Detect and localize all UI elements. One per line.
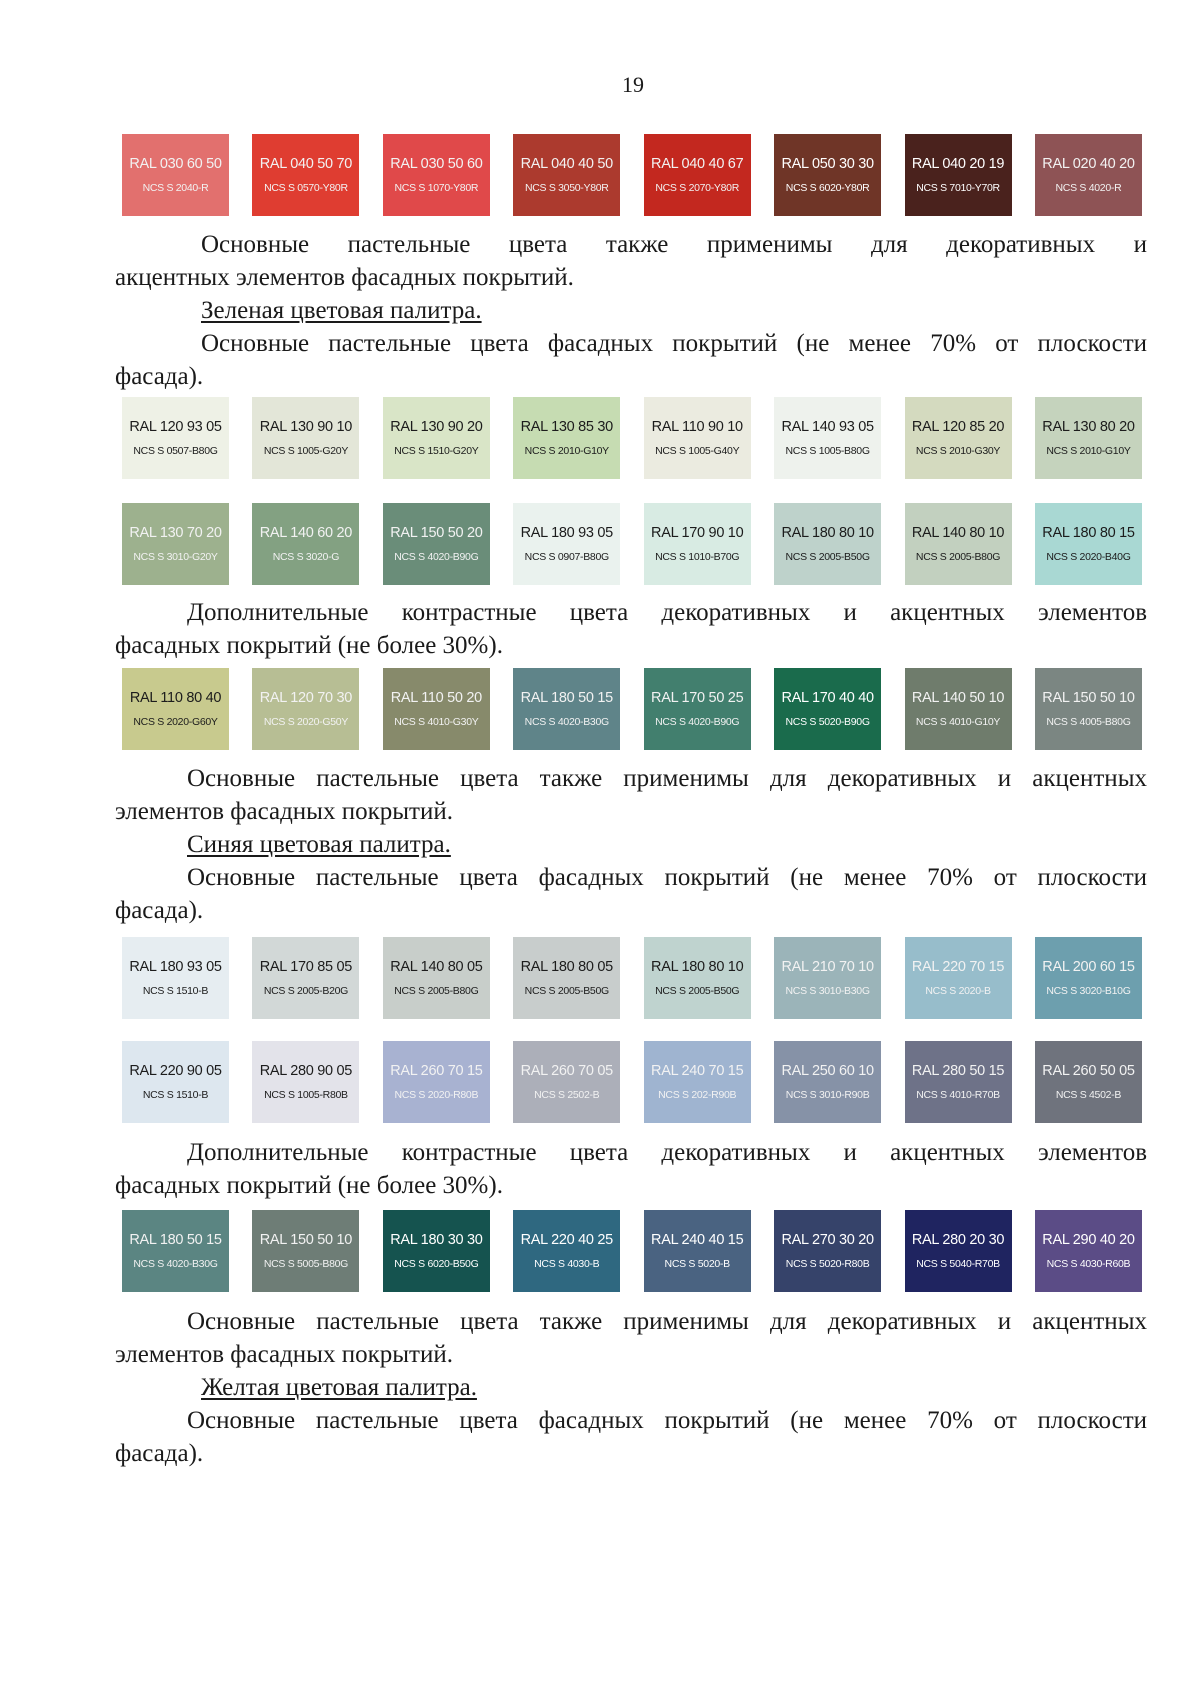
swatch-ral-code: RAL 180 50 15 [520,690,613,706]
blue-main-row-2 [122,1041,1142,1123]
swatch-ncs-code: NCS S 0507-B80G [133,445,218,457]
text-line: Дополнительные контрастные цвета декоративных и акцентных элементов [187,599,1147,626]
swatch-ral-code: RAL 270 30 20 [781,1232,874,1248]
swatch-ncs-code: NCS S 5040-R70B [916,1258,1000,1270]
swatch-ral-code: RAL 020 40 20 [1042,156,1135,172]
swatch-ncs-code: NCS S 2005-B80G [394,985,479,997]
text-line: фасадных покрытий (не более 30%). [115,632,503,659]
paragraph-green-main-cont [115,360,1147,393]
paragraph-green-contrast [115,596,1147,629]
swatch-ncs-code: NCS S 2005-B50G [785,551,870,563]
color-swatch [644,503,751,585]
paragraph-pastel-note-red-cont [115,261,1147,294]
color-swatch [774,397,881,479]
color-swatch [513,397,620,479]
heading-green-palette: Зеленая цветовая палитра. [201,297,482,324]
swatch-ncs-code: NCS S 1010-B70G [655,551,740,563]
swatch-ral-code: RAL 200 60 15 [1042,959,1135,975]
paragraph-green-note-cont [115,795,1147,828]
swatch-ral-code: RAL 130 90 10 [259,419,353,435]
swatch-ral-code: RAL 180 93 05 [520,525,613,541]
swatch-ral-code: RAL 120 93 05 [129,419,222,435]
swatch-ral-code: RAL 110 50 20 [390,690,482,706]
color-swatch [644,668,751,750]
color-swatch [122,1210,229,1292]
swatch-ncs-code: NCS S 4005-B80G [1046,716,1131,728]
paragraph-blue-note [115,1305,1147,1338]
color-swatch [905,397,1012,479]
color-swatch [774,134,881,216]
swatch-ncs-code: NCS S 3020-B10G [1046,985,1131,997]
swatch-ncs-code: NCS S 1005-B80G [785,445,870,457]
color-swatch [252,503,359,585]
color-swatch [905,134,1012,216]
text-line: элементов фасадных покрытий. [115,1341,453,1368]
color-swatch [774,1210,881,1292]
color-swatch [774,503,881,585]
swatch-ral-code: RAL 180 80 15 [1042,525,1135,541]
swatch-ncs-code: NCS S 4020-B30G [524,716,609,728]
swatch-ral-code: RAL 040 20 19 [911,156,1005,172]
swatch-ncs-code: NCS S 2005-B50G [524,985,609,997]
swatch-ncs-code: NCS S 7010-Y70R [916,182,1000,194]
text-line: фасада). [115,897,204,924]
blue-main-row-1 [122,937,1142,1019]
swatch-ral-code: RAL 290 40 20 [1042,1232,1135,1248]
heading-yellow-palette: Желтая цветовая палитра. [201,1374,477,1401]
swatch-ral-code: RAL 140 80 05 [390,959,483,975]
swatch-ncs-code: NCS S 4020-R [1055,182,1122,194]
swatch-ral-code: RAL 170 85 05 [259,959,353,975]
color-swatch [513,668,620,750]
swatch-ncs-code: NCS S 4020-B30G [133,1258,218,1270]
swatch-ral-code: RAL 120 70 30 [259,690,353,706]
color-swatch [1035,397,1142,479]
color-swatch [513,1210,620,1292]
swatch-ral-code: RAL 220 70 15 [911,959,1005,975]
text-line: Основные пастельные цвета также применимы для декоративных и акцентных [187,1308,1147,1335]
color-swatch [383,503,490,585]
swatch-ral-code: RAL 040 40 67 [651,156,744,172]
paragraph-blue-note-cont [115,1338,1147,1371]
color-swatch [1035,134,1142,216]
swatch-ncs-code: NCS S 2020-R80B [394,1089,479,1101]
color-swatch [122,668,229,750]
text-line: акцентных элементов фасадных покрытий. [115,264,574,291]
swatch-ncs-code: NCS S 2010-G10Y [524,445,609,457]
swatch-ncs-code: NCS S 2502-B [534,1089,600,1101]
color-swatch [122,397,229,479]
swatch-ral-code: RAL 210 70 10 [781,959,874,975]
swatch-ncs-code: NCS S 0570-Y80R [264,182,348,194]
swatch-ncs-code: NCS S 1510-B [142,1089,209,1101]
red-palette-row [122,134,1142,216]
swatch-ncs-code: NCS S 3010-B30G [785,985,870,997]
swatch-ncs-code: NCS S 2005-B50G [655,985,740,997]
swatch-ral-code: RAL 250 60 10 [781,1063,874,1079]
swatch-ncs-code: NCS S 4020-B90G [394,551,479,563]
swatch-ncs-code: NCS S 2005-B20G [263,985,349,997]
swatch-ral-code: RAL 130 70 20 [129,525,222,541]
swatch-ncs-code: NCS S 2005-B80G [915,551,1001,563]
paragraph-blue-main-cont [115,894,1147,927]
swatch-ral-code: RAL 140 80 10 [911,525,1005,541]
page-number: 19 [622,72,644,97]
color-swatch [513,134,620,216]
swatch-ncs-code: NCS S 2010-G30Y [915,445,1001,457]
heading-blue-palette: Синяя цветовая палитра. [187,831,451,858]
color-swatch [122,134,229,216]
swatch-ral-code: RAL 130 80 20 [1042,419,1135,435]
swatch-ncs-code: NCS S 5005-B80G [263,1258,349,1270]
swatch-ncs-code: NCS S 2070-Y80R [655,182,739,194]
text-line: Основные пастельные цвета фасадных покрытий (не менее 70% от плоскости [187,1407,1147,1434]
color-swatch [905,668,1012,750]
color-swatch [905,1041,1012,1123]
text-line: Основные пастельные цвета фасадных покрытий (не менее 70% от плоскости [201,330,1147,357]
swatch-ncs-code: NCS S 202-R90B [658,1089,737,1101]
swatch-ral-code: RAL 130 90 20 [390,419,483,435]
swatch-ral-code: RAL 140 93 05 [781,419,874,435]
swatch-ral-code: RAL 260 50 05 [1042,1063,1135,1079]
swatch-ral-code: RAL 220 40 25 [520,1232,613,1248]
swatch-ral-code: RAL 170 50 25 [651,690,744,706]
swatch-ral-code: RAL 130 85 30 [520,419,613,435]
paragraph-yellow-main-cont [115,1437,1147,1470]
swatch-ncs-code: NCS S 3010-R90B [785,1089,870,1101]
color-swatch [383,937,490,1019]
swatch-ncs-code: NCS S 1510-B [142,985,209,997]
blue-contrast-row [122,1210,1142,1292]
swatch-ral-code: RAL 050 30 30 [781,156,874,172]
color-swatch [122,937,229,1019]
color-swatch [252,1210,359,1292]
color-swatch [252,397,359,479]
color-swatch [644,1210,751,1292]
swatch-ncs-code: NCS S 5020-B [664,1258,730,1270]
swatch-ral-code: RAL 040 50 70 [259,156,353,172]
swatch-ncs-code: NCS S 5020-R80B [785,1258,870,1270]
swatch-ncs-code: NCS S 2040-R [142,182,209,194]
swatch-ral-code: RAL 030 60 50 [129,156,222,172]
color-swatch [252,937,359,1019]
paragraph-green-contrast-cont [115,629,1147,662]
swatch-ncs-code: NCS S 4020-B90G [655,716,740,728]
color-swatch [1035,503,1142,585]
text-line: Основные пастельные цвета также применимы для декоративных и [201,231,1147,258]
swatch-ral-code: RAL 280 50 15 [911,1063,1005,1079]
swatch-ral-code: RAL 170 40 40 [781,690,874,706]
swatch-ral-code: RAL 180 93 05 [129,959,222,975]
swatch-ral-code: RAL 140 60 20 [259,525,353,541]
swatch-ral-code: RAL 220 90 05 [129,1063,222,1079]
swatch-ral-code: RAL 150 50 20 [390,525,483,541]
color-swatch [644,134,751,216]
color-swatch [644,397,751,479]
swatch-ncs-code: NCS S 1005-R80B [264,1089,348,1101]
swatch-ncs-code: NCS S 3010-G20Y [133,551,218,563]
color-swatch [122,503,229,585]
color-swatch [774,668,881,750]
color-swatch [644,937,751,1019]
swatch-ral-code: RAL 120 85 20 [911,419,1005,435]
color-swatch [383,397,490,479]
swatch-ncs-code: NCS S 5020-B90G [785,716,870,728]
color-swatch [383,1041,490,1123]
swatch-ral-code: RAL 170 90 10 [651,525,744,541]
color-swatch [383,1210,490,1292]
swatch-ncs-code: NCS S 3050-Y80R [524,182,609,194]
text-line: фасада). [115,363,204,390]
text-line: фасада). [115,1440,204,1467]
swatch-ral-code: RAL 180 50 15 [129,1232,222,1248]
swatch-ral-code: RAL 280 20 30 [911,1232,1005,1248]
swatch-ncs-code: NCS S 4030-R60B [1046,1258,1131,1270]
swatch-ral-code: RAL 110 90 10 [651,419,743,435]
color-swatch [252,668,359,750]
color-swatch [513,1041,620,1123]
color-swatch [252,134,359,216]
text-line: Дополнительные контрастные цвета декоративных и акцентных элементов [187,1139,1147,1166]
swatch-ncs-code: NCS S 4010-G10Y [915,716,1001,728]
swatch-ncs-code: NCS S 2010-G10Y [1046,445,1131,457]
paragraph-blue-contrast [115,1136,1147,1169]
swatch-ral-code: RAL 260 70 05 [520,1063,613,1079]
swatch-ncs-code: NCS S 1510-G20Y [394,445,479,457]
color-swatch [513,503,620,585]
swatch-ncs-code: NCS S 4010-R70B [916,1089,1000,1101]
text-line: элементов фасадных покрытий. [115,798,453,825]
color-swatch [905,1210,1012,1292]
swatch-ral-code: RAL 180 80 05 [520,959,613,975]
swatch-ncs-code: NCS S 6020-Y80R [785,182,870,194]
swatch-ncs-code: NCS S 0907-B80G [524,551,609,563]
swatch-ral-code: RAL 180 30 30 [390,1232,483,1248]
color-swatch [1035,937,1142,1019]
color-swatch [774,937,881,1019]
green-contrast-row [122,668,1142,750]
text-line: фасадных покрытий (не более 30%). [115,1172,503,1199]
swatch-ral-code: RAL 030 50 60 [390,156,483,172]
swatch-ral-code: RAL 280 90 05 [259,1063,353,1079]
paragraph-blue-main [115,861,1147,894]
green-main-row-2 [122,503,1142,585]
paragraph-blue-contrast-cont [115,1169,1147,1202]
color-swatch [905,937,1012,1019]
swatch-ncs-code: NCS S 4502-B [1055,1089,1122,1101]
swatch-ncs-code: NCS S 1005-G40Y [655,445,740,457]
color-swatch [122,1041,229,1123]
color-swatch [383,668,490,750]
swatch-ral-code: RAL 140 50 10 [911,690,1005,706]
swatch-ncs-code: NCS S 1005-G20Y [263,445,349,457]
swatch-ncs-code: NCS S 1070-Y80R [394,182,479,194]
color-swatch [252,1041,359,1123]
swatch-ral-code: RAL 180 80 10 [781,525,874,541]
swatch-ral-code: RAL 180 80 10 [651,959,744,975]
swatch-ncs-code: NCS S 4030-B [534,1258,600,1270]
paragraph-yellow-main [115,1404,1147,1437]
swatch-ncs-code: NCS S 3020-G [272,551,340,563]
color-swatch [1035,668,1142,750]
color-swatch [644,1041,751,1123]
swatch-ncs-code: NCS S 2020-G50Y [263,716,349,728]
color-swatch [383,134,490,216]
paragraph-pastel-note-red [115,228,1147,261]
swatch-ral-code: RAL 110 80 40 [129,690,222,706]
swatch-ncs-code: NCS S 2020-B [925,985,991,997]
swatch-ncs-code: NCS S 2020-B40G [1046,551,1131,563]
swatch-ncs-code: NCS S 4010-G30Y [394,716,479,728]
color-swatch [905,503,1012,585]
green-main-row-1 [122,397,1142,479]
swatch-ral-code: RAL 150 50 10 [259,1232,353,1248]
color-swatch [1035,1210,1142,1292]
color-swatch [774,1041,881,1123]
paragraph-green-note [115,762,1147,795]
text-line: Основные пастельные цвета также применимы для декоративных и акцентных [187,765,1147,792]
swatch-ncs-code: NCS S 2020-G60Y [133,716,218,728]
paragraph-green-main [115,327,1147,360]
swatch-ral-code: RAL 240 40 15 [651,1232,744,1248]
swatch-ral-code: RAL 040 40 50 [520,156,613,172]
color-swatch [1035,1041,1142,1123]
text-line: Основные пастельные цвета фасадных покрытий (не менее 70% от плоскости [187,864,1147,891]
color-swatch [513,937,620,1019]
swatch-ncs-code: NCS S 6020-B50G [394,1258,479,1270]
swatch-ral-code: RAL 150 50 10 [1042,690,1135,706]
swatch-ral-code: RAL 240 70 15 [651,1063,744,1079]
swatch-ral-code: RAL 260 70 15 [390,1063,483,1079]
